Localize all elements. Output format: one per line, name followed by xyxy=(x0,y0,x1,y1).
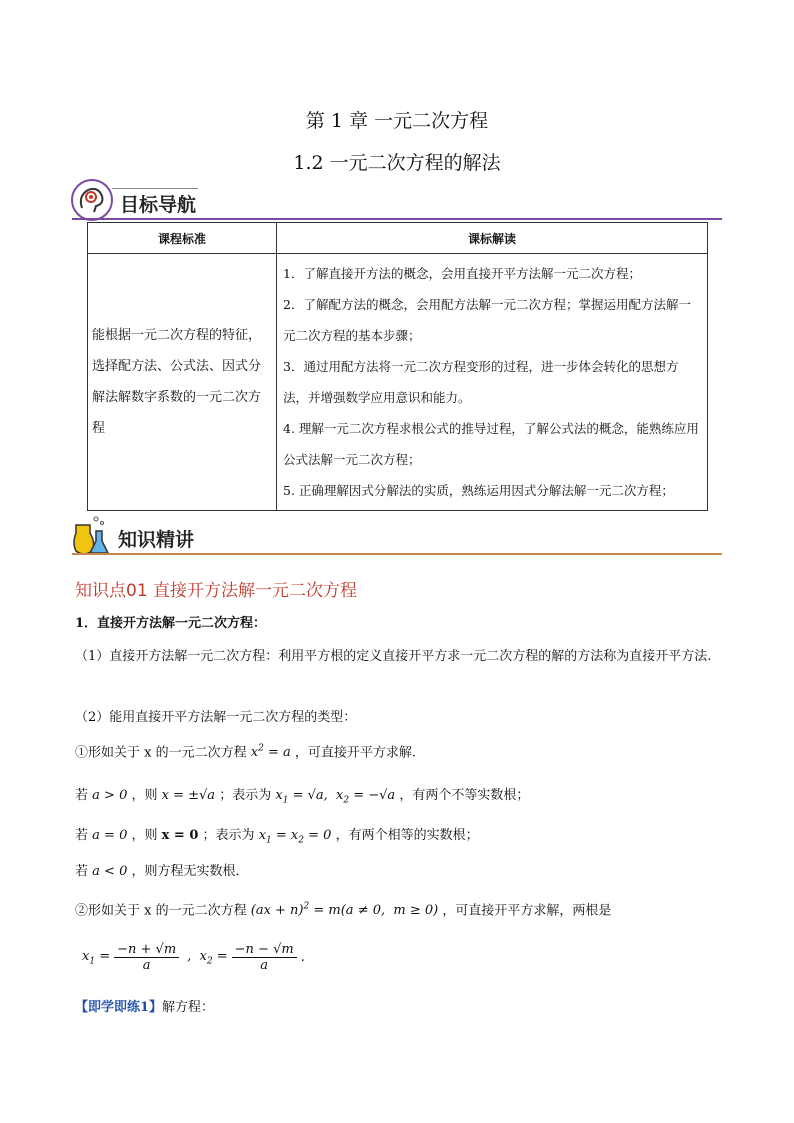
curriculum-interpretation-cell xyxy=(277,254,708,511)
case-2-tail: ，可直接开平方求解，两根是 xyxy=(442,903,612,919)
section1-title: 目标导航 xyxy=(120,194,197,216)
case-2-line xyxy=(75,900,611,922)
exercise-tag: 【即学即练1】 xyxy=(75,1000,163,1015)
formula-ax-plus-n-squared: (ax + n)$^2$ = m(a ≠ 0, m ≥ 0) xyxy=(250,902,439,919)
formula-x2-eq-a: $x^2 = a$ xyxy=(250,744,291,761)
text-fragment: ，有两个不等实数根； xyxy=(399,788,530,803)
case-1-tail: ，可直接开平方求解. xyxy=(294,745,417,761)
text-fragment: 若 xyxy=(75,828,89,843)
section2-title: 知识精讲 xyxy=(118,529,195,551)
section-subtitle: 1.2 一元二次方程的解法 xyxy=(293,152,501,174)
lab-flask-icon xyxy=(70,513,114,557)
text-fragment: ，则 xyxy=(131,828,158,843)
knowledge-point-title: 知识点01 直接开方法解一元二次方程 xyxy=(75,581,358,601)
paragraph-2: （2）能用直接开平方法解一元二次方程的类型： xyxy=(75,710,357,725)
case-1-label: ①形如关于 x 的一元二次方程 xyxy=(75,745,247,761)
case-1-line xyxy=(75,742,416,764)
text-fragment: ；表示为 xyxy=(219,788,272,803)
text-fragment: ，则 xyxy=(131,788,158,803)
text-fragment: 若 xyxy=(75,788,89,803)
text-fragment: 若 xyxy=(75,864,89,879)
chapter-title: 第 1 章 一元二次方程 xyxy=(305,110,489,132)
condition-a-negative xyxy=(75,862,249,883)
formula-a-gt-0: a > 0 xyxy=(92,788,128,803)
curriculum-table xyxy=(87,222,708,511)
list-item: 1．了解直接开方法的概念，会用直接开平方法解一元二次方程； xyxy=(283,266,641,281)
exercise-text: 解方程： xyxy=(162,1000,215,1015)
formula-equal-roots: $x_1 = x_2 = 0$ xyxy=(258,828,332,846)
list-item: 2．了解配方法的概念，会用配方法解一元二次方程；掌握运用配方法解一元二次方程的基本步骤； xyxy=(283,297,691,343)
list-item: 3．通过用配方法将一元二次方程变形的过程，进一步体会转化的思想方法，并增强数学应用意识和能力。 xyxy=(283,359,679,405)
formula-a-lt-0: a < 0 xyxy=(92,864,128,879)
section1-overline xyxy=(112,188,198,189)
text-fragment: ，有两个相等的实数根； xyxy=(335,828,479,843)
section2-divider xyxy=(72,553,722,555)
curriculum-standard-cell: 能根据一元二次方程的特征，选择配方法、公式法、因式分解法解数字系数的一元二次方程 xyxy=(88,254,277,511)
list-item: 5. 正确理解因式分解法的实质，熟练运用因式分解法解一元二次方程； xyxy=(283,483,674,498)
list-item: 4. 理解一元二次方程求根公式的推导过程，了解公式法的概念，能熟练应用公式法解一元二次方程； xyxy=(283,421,699,467)
formula-x-pm-sqrt-a: x = ±√a xyxy=(161,788,216,803)
body-heading: 1．直接开方法解一元二次方程： xyxy=(75,616,267,631)
table-header: 课标解读 xyxy=(277,223,708,254)
brain-gear-icon xyxy=(70,178,114,222)
condition-a-zero xyxy=(75,826,479,848)
formula-a-eq-0: a = 0 xyxy=(92,828,128,843)
formula-two-roots: $x_1$ = $\frac{-n + √m}{a}$ , $x_2$ = $\frac{-n - √m}{a}$ . xyxy=(82,942,305,973)
table-header-row xyxy=(88,223,708,254)
text-fragment: ；表示为 xyxy=(202,828,255,843)
formula-x-eq-0: x = 0 xyxy=(161,828,199,843)
table-row xyxy=(88,254,708,511)
paragraph-1: （1）直接开方法解一元二次方程：利用平方根的定义直接开平方求一元二次方程的解的方法称为直接开平方法. xyxy=(75,649,712,664)
table-header: 课程标准 xyxy=(88,223,277,254)
condition-a-positive xyxy=(75,786,529,808)
text-fragment: ，则方程无实数根． xyxy=(131,864,249,879)
exercise-line xyxy=(75,998,214,1019)
case-2-label: ②形如关于 x 的一元二次方程 xyxy=(75,903,247,919)
section1-divider xyxy=(72,218,722,220)
formula-roots-sqrt-a: $x_1 = √a$, $x_2 = -√a$ xyxy=(275,788,396,806)
